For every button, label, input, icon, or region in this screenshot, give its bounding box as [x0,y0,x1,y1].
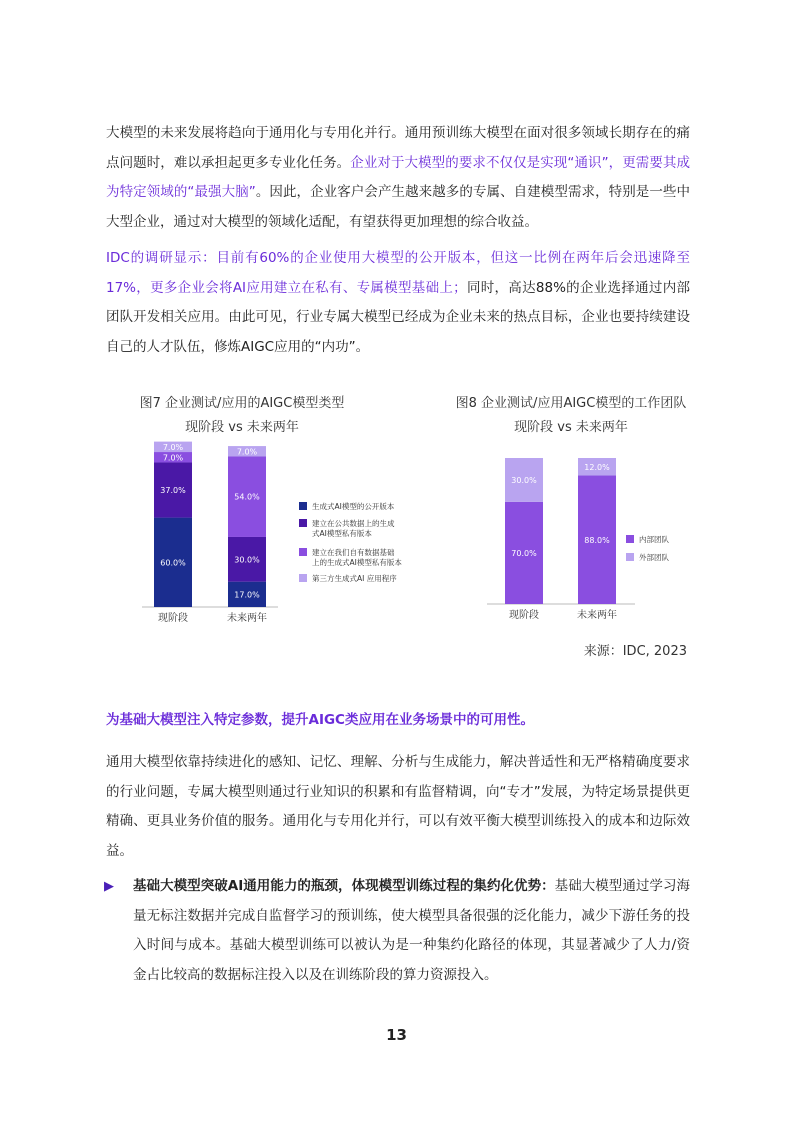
triangle-bullet-icon: ▶ [104,879,114,894]
idc-highlight: IDC的调研显示：目前有60%的企业使用大模型的公开版本，但这一比例在两年后会迅速降至17%，更多企业会将AI应用建立在私有、专属模型基础上； [106,250,690,296]
intro-highlight: 企业对于大模型的要求不仅仅是实现“通识”，更需要其成为特定领域的“最强大脑” [106,154,690,200]
legend-label: 第三方生成式AI 应用程序 [312,574,397,583]
category-label: 未来两年 [577,610,617,621]
legend-label: 建立在我们自有数据基础 [312,548,395,557]
data-label: 30.0% [234,555,260,565]
general-model-paragraph: 通用大模型依靠持续进化的感知、记忆、理解、分析与生成能力，解决普适性和无严格精确度要求的行业问题，专属大模型则通过行业知识的积累和有监督精调，向“专才”发展，为特定场景提供更精确、更具业务价值的服务。通用化与专用化并行，可以有效平衡大模型训练投入的成本和边际效益。 [106,754,690,859]
data-label: 70.0% [511,548,537,558]
chart8 [465,452,725,632]
data-label: 7.0% [162,442,184,452]
chart8-subtitle: 现阶段 vs 未来两年 [514,420,628,435]
data-label: 12.0% [584,462,610,472]
bullet-bold: 基础大模型突破AI通用能力的瓶颈，体现模型训练过程的集约化优势： [133,878,555,894]
category-label: 现阶段 [158,613,188,624]
intro-text: 大模型的未来发展将趋向于通用化与专用化并行。通用预训练大模型在面对很多领域长期存在的痛点问题时，难以承担起更多专业化任务。 [106,125,690,171]
legend-label: 上的生成式AI模型私有版本 [312,558,402,567]
legend-swatch [626,553,634,561]
chart8-title-block [440,392,702,440]
page-number: 13 [386,1026,407,1044]
legend-label: 生成式AI模型的公开版本 [312,502,395,511]
data-label: 37.0% [160,486,186,496]
data-label: 30.0% [511,475,537,485]
source-note: 来源：IDC, 2023 [583,644,687,659]
data-label: 7.0% [162,453,184,463]
idc-text: 同时，高达88%的企业选择通过内部团队开发相关应用。由此可见，行业专属大模型已经成为企业未来的热点目标，企业也要持续建设自己的人才队伍，修炼AIGC应用的“内功”。 [106,279,690,355]
section-heading: 为基础大模型注入特定参数，提升AIGC类应用在业务场景中的可用性。 [106,712,534,728]
category-label: 未来两年 [227,613,267,624]
chart7-title: 图7 企业测试/应用的AIGC模型类型 [139,396,345,411]
chart8-title: 图8 企业测试/应用AIGC模型的工作团队 [455,396,687,411]
data-label: 88.0% [584,535,610,545]
legend-swatch [299,548,307,556]
bullet-text: 基础大模型通过学习海量无标注数据并完成自监督学习的预训练，使大模型具备很强的泛化能力，减少下游任务的投入时间与成本。基础大模型训练可以被认为是一种集约化路径的体现，其显著减少了人力/资金占比较高的数据标注投入以及在训练阶段的算力资源投入。 [133,878,690,983]
legend-label: 式AI模型私有版本 [312,529,372,538]
legend-swatch [299,574,307,582]
data-label: 17.0% [234,590,260,600]
data-label: 54.0% [234,492,260,502]
intro-paragraph [106,119,690,237]
legend-label: 建立在公共数据上的生成 [312,519,395,528]
legend-label: 外部团队 [639,553,669,562]
bullet-paragraph [133,872,690,990]
data-label: 60.0% [160,558,186,568]
data-label: 7.0% [236,447,258,457]
intro-text-end: 。因此，企业客户会产生越来越多的专属、自建模型需求，特别是一些中大型企业，通过对大模型的领域化适配，有望获得更加理想的综合收益。 [106,184,690,230]
legend-swatch [299,502,307,510]
legend-swatch [626,535,634,543]
chart7-subtitle: 现阶段 vs 未来两年 [185,420,299,435]
legend-label: 内部团队 [639,535,669,544]
chart7-title-block [106,392,378,440]
legend-swatch [299,519,307,527]
idc-paragraph [106,244,690,362]
category-label: 现阶段 [509,610,539,621]
chart7 [100,442,430,632]
